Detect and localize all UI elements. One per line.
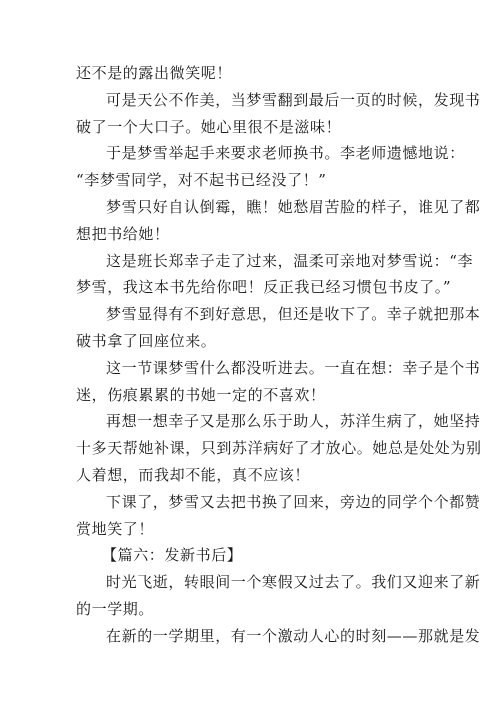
text-line: 这是班长郑幸子走了过来，温柔可亲地对梦雪说：“李 xyxy=(106,251,474,270)
text-line: 的一学期。 xyxy=(76,599,155,618)
text-line: 还不是的露出微笑呢！ xyxy=(76,64,233,82)
text-line: “李梦雪同学，对不起书已经没了！” xyxy=(76,171,327,190)
text-line: 在新的一学期里，有一个激动人心的时刻——那就是发 xyxy=(106,626,481,645)
text-line: 迷，伤痕累累的书她一定的不喜欢！ xyxy=(76,385,326,404)
text-line: 这一节课梦雪什么都没听进去。一直在想：幸子是个书 xyxy=(106,358,481,377)
text-line: 于是梦雪举起手来要求老师换书。李老师遗憾地说： xyxy=(106,144,465,163)
text-line: 十多天帮她补课，只到苏洋病好了才放心。她总是处处为别 xyxy=(76,439,482,458)
section-heading: 【篇六：发新书后】 xyxy=(102,546,243,565)
text-line: 梦雪，我这本书先给你吧！反正我已经习惯包书皮了。” xyxy=(76,278,452,297)
text-line: 破书拿了回座位来。 xyxy=(76,331,217,350)
text-line: 梦雪只好自认倒霉，瞧！她愁眉苦脸的样子，谁见了都 xyxy=(106,197,481,216)
text-line: 下课了，梦雪又去把书换了回来，旁边的同学个个都赞 xyxy=(106,492,481,511)
text-line: 时光飞逝，转眼间一个寒假又过去了。我们又迎来了新 xyxy=(106,573,481,592)
text-line: 梦雪显得有不到好意思，但还是收下了。幸子就把那本 xyxy=(106,305,481,324)
text-line: 可是天公不作美，当梦雪翻到最后一页的时候，发现书 xyxy=(106,90,481,109)
text-line: 人着想，而我却不能，真不应该！ xyxy=(76,465,311,484)
text-line: 再想一想幸子又是那么乐于助人，苏洋生病了，她坚持 xyxy=(106,412,481,431)
document-body-text xyxy=(76,60,482,650)
text-line: 想把书给她！ xyxy=(76,224,170,243)
text-line: 赏地笑了！ xyxy=(76,519,155,538)
text-line: 破了一个大口子。她心里很不是滋味！ xyxy=(76,117,342,136)
